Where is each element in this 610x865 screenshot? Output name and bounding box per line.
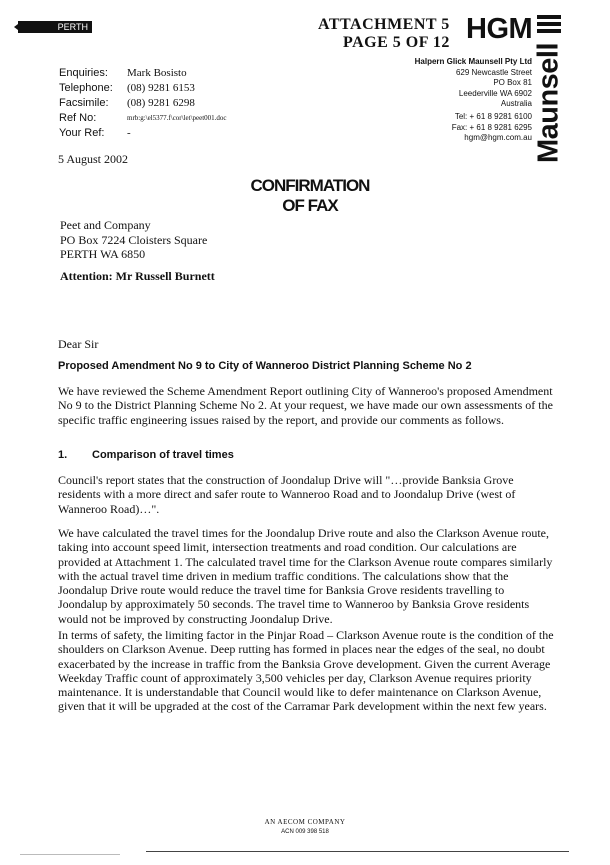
section-number: 1. [58, 449, 68, 461]
meta-value: (08) 9281 6153 [127, 82, 195, 94]
hgm-logo: HGM [466, 13, 533, 45]
firm-name: Halpern Glick Maunsell Pty Ltd [414, 57, 532, 66]
meta-row [59, 96, 227, 111]
meta-row [59, 111, 227, 126]
reference-block [59, 66, 227, 141]
footer-rule [146, 851, 569, 852]
meta-label: Ref No: [59, 112, 97, 124]
body-paragraph: Council's report states that the construction of Joondalup Drive will "…provide Banksia Grove residents with a more direct and safer route to Wanneroo Road and to Joondalup Drive (west of Wanneroo Road)…". [58, 473, 516, 516]
meta-value: Mark Bosisto [127, 67, 187, 79]
footer-acn: ACN 009 398 518 [281, 829, 329, 835]
firm-contact [452, 112, 532, 144]
office-tag: PERTH [18, 21, 92, 33]
maunsell-logo: Maunsell [532, 42, 565, 164]
section-heading [58, 449, 234, 461]
meta-row [59, 81, 227, 96]
meta-value: mrb:g:\el5377.f\cor\let\peet001.doc [127, 114, 227, 122]
meta-row [59, 66, 227, 81]
body-paragraph: We have calculated the travel times for the Joondalup Drive route and also the Clarkson Avenue route, taking into account speed limit, intersection treatments and road condition. Our calculations are provided at Attachment 1. The calculated travel time for the Clarkson Avenue route compares similarly with the actual travel time driven in medium traffic conditions. The calculations show that the Joondalup Drive route would reduce the travel time for Banksia Grove residents travelling to Joondalup by approximately 50 seconds. The travel time to Wanneroo by Banksia Grove residents would not be improved by constructing Joondalup Drive. [58, 526, 553, 626]
meta-value: (08) 9281 6298 [127, 97, 195, 109]
meta-label: Enquiries: [59, 67, 108, 79]
logo-bars-icon [537, 15, 561, 36]
recipient-line: PERTH WA 6850 [60, 247, 146, 261]
footer-rule-left [20, 854, 120, 855]
firm-address-line: Leederville WA 6902 [458, 88, 532, 98]
recipient-address [60, 218, 207, 262]
firm-address [415, 57, 532, 110]
firm-tel: Tel: + 61 8 9281 6100 [454, 112, 532, 121]
meta-label: Telephone: [59, 82, 113, 94]
firm-address-line: PO Box 81 [493, 78, 532, 87]
footer-company: AN AECOM COMPANY [264, 818, 346, 826]
recipient-line: Peet and Company [60, 218, 151, 232]
firm-fax: Fax: + 61 8 9281 6295 [451, 122, 532, 132]
body-paragraph: We have reviewed the Scheme Amendment Report outlining City of Wanneroo's proposed Amendment No 9 to the District Planning Scheme No 2. At your request, we have made our own assessments of the specific traffic engineering issues raised by the report, and provide our comments as follows. [58, 384, 553, 427]
attachment-label: ATTACHMENT 5 [318, 16, 450, 33]
body-paragraph: In terms of safety, the limiting factor in the Pinjar Road – Clarkson Avenue route is the condition of the shoulders on Clarkson Avenue. Deep rutting has formed in places near the edges of the seal, no doubt exacerbated by the increase in traffic from the Banksia Grove development. Given the current Average Weekday Traffic count of approximately 3,500 vehicles per day, Clarkson Avenue requires priority maintenance. It is understandable that Council would like to defer maintenance on Clarkson Avenue, given that it will be upgraded at the cost of the Carramar Park development within the next few years. [58, 628, 554, 714]
salutation: Dear Sir [58, 337, 99, 351]
attention-line: Attention: Mr Russell Burnett [60, 269, 215, 283]
firm-address-line: Australia [500, 99, 532, 108]
page-label: PAGE 5 OF 12 [343, 34, 450, 51]
subject-line: Proposed Amendment No 9 to City of Wanneroo District Planning Scheme No 2 [58, 360, 472, 372]
confirmation-line: CONFIRMATION [250, 176, 370, 195]
meta-label: Your Ref: [59, 127, 105, 139]
firm-email: hgm@hgm.com.au [464, 133, 532, 142]
confirmation-heading [220, 176, 400, 216]
meta-row [59, 126, 227, 141]
recipient-line: PO Box 7224 Cloisters Square [60, 232, 208, 247]
meta-value: - [127, 127, 131, 139]
meta-label: Facsimile: [59, 97, 109, 109]
letter-date: 5 August 2002 [58, 152, 129, 166]
confirmation-line: OF FAX [282, 196, 338, 215]
firm-address-line: 629 Newcastle Street [455, 67, 532, 77]
section-title: Comparison of travel times [92, 449, 234, 461]
